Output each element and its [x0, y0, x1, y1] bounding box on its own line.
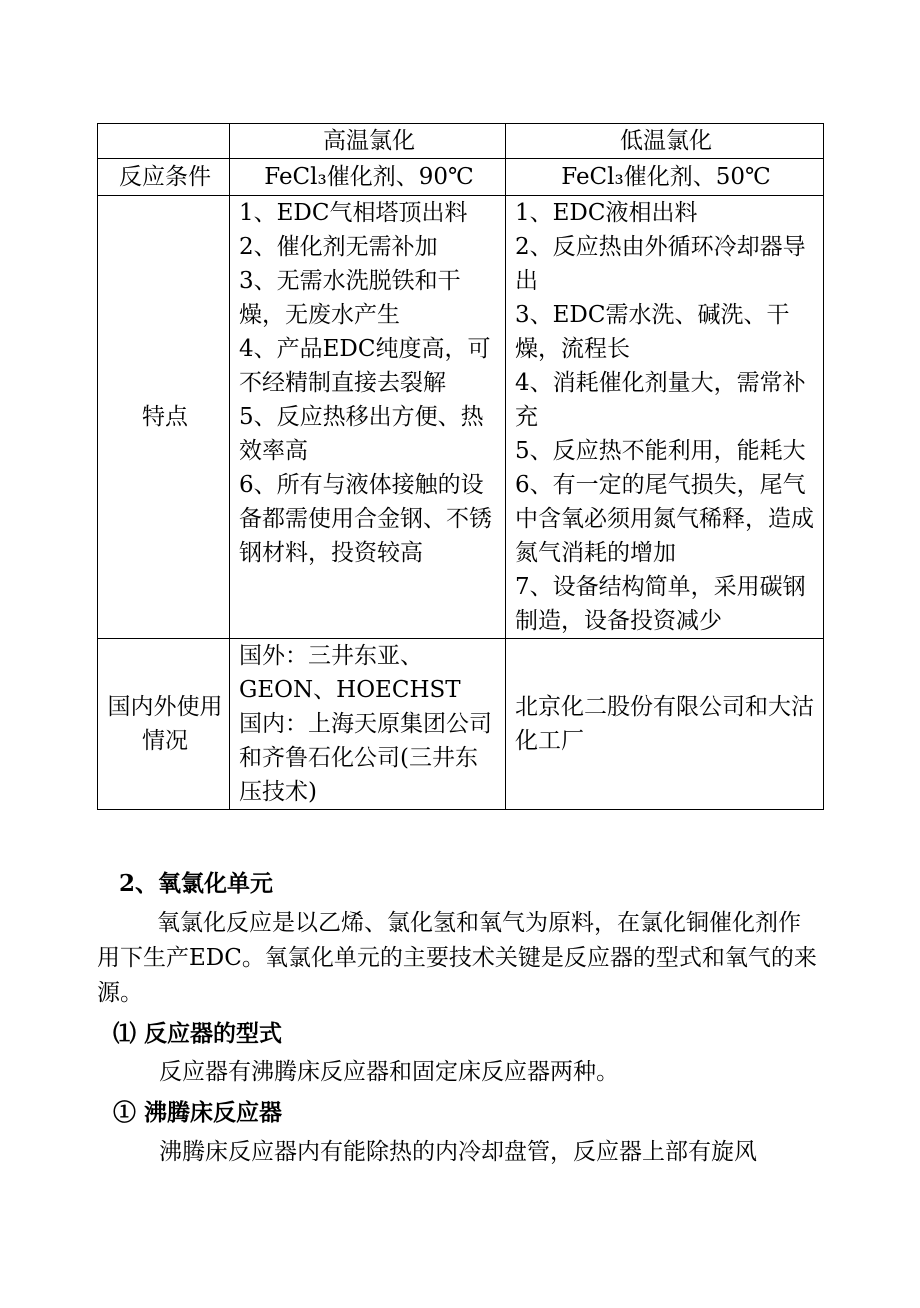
list-item: 2、反应热由外循环冷却器导出: [515, 234, 806, 294]
paragraph: 氧氯化反应是以乙烯、氯化氢和氧气为原料，在氯化铜催化剂作用下生产EDC。氧氯化单元的主要技术关键是反应器的型式和氧气的来源。: [97, 910, 817, 1006]
paragraph: 沸腾床反应器内有能除热的内冷却盘管，反应器上部有旋风: [159, 1139, 757, 1165]
label-usage: 国内外使用情况: [98, 639, 230, 810]
table-row-conditions: [98, 159, 824, 196]
section-heading: 2、氧氯化单元: [119, 870, 274, 897]
subsection-heading: ① 沸腾床反应器: [113, 1099, 283, 1126]
paragraph: 反应器有沸腾床反应器和固定床反应器两种。: [159, 1059, 619, 1085]
conditions-high: FeCl₃催化剂、90℃: [230, 159, 506, 196]
features-high: [230, 196, 506, 639]
usage-high: [230, 639, 506, 810]
list-item: 1、EDC气相塔顶出料: [239, 200, 468, 226]
list-item: 国外：三井东亚、GEON、HOECHST: [239, 643, 461, 703]
list-item: 5、反应热移出方便、热效率高: [239, 404, 484, 464]
list-item: 3、EDC需水洗、碱洗、干燥，流程长: [515, 302, 790, 362]
table-header-row: [98, 124, 824, 159]
list-item: 6、所有与液体接触的设备都需使用合金钢、不锈钢材料，投资较高: [239, 472, 492, 566]
table-row-features: [98, 196, 824, 639]
label-conditions: 反应条件: [98, 159, 230, 196]
usage-low: 北京化二股份有限公司和大沽化工厂: [506, 639, 824, 810]
comparison-table: [97, 123, 824, 810]
list-item: 2、催化剂无需补加: [239, 234, 438, 260]
conditions-low: FeCl₃催化剂、50℃: [506, 159, 824, 196]
list-item: 7、设备结构简单，采用碳钢制造，设备投资减少: [515, 574, 806, 634]
header-low-temp: 低温氯化: [506, 124, 824, 159]
list-item: 4、消耗催化剂量大，需常补充: [515, 370, 806, 430]
subsection-heading: ⑴ 反应器的型式: [113, 1020, 283, 1047]
header-high-temp: 高温氯化: [230, 124, 506, 159]
features-low: [506, 196, 824, 639]
document-body: [97, 866, 823, 1170]
table-row-usage: [98, 639, 824, 810]
header-empty-cell: [98, 124, 230, 159]
label-features: 特点: [98, 196, 230, 639]
list-item: 国内：上海天原集团公司和齐鲁石化公司(三井东压技术): [239, 711, 492, 805]
list-item: 5、反应热不能利用，能耗大: [515, 438, 806, 464]
list-item: 3、无需水洗脱铁和干燥，无废水产生: [239, 268, 461, 328]
list-item: 4、产品EDC纯度高，可不经精制直接去裂解: [239, 336, 491, 396]
list-item: 1、EDC液相出料: [515, 200, 698, 226]
list-item: 6、有一定的尾气损失，尾气中含氧必须用氮气稀释，造成氮气消耗的增加: [515, 472, 814, 566]
